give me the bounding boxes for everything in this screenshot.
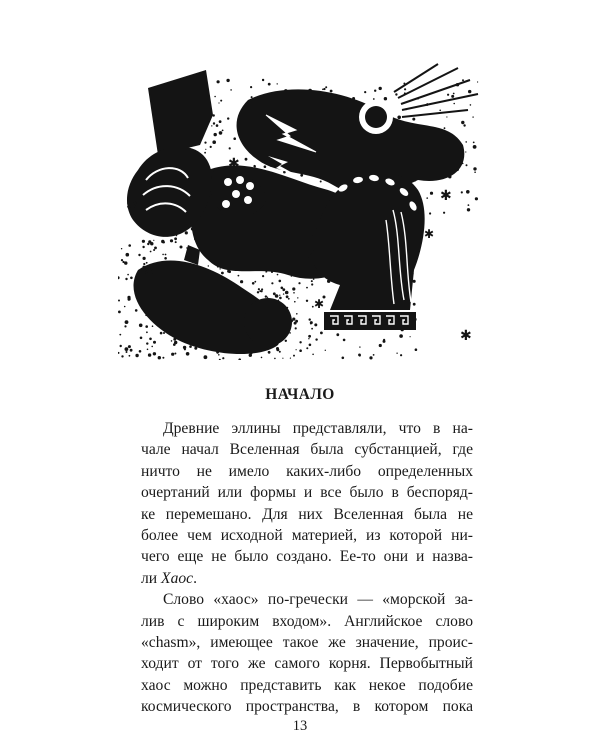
speckle-dot bbox=[262, 275, 264, 277]
speckle-dot bbox=[148, 240, 151, 243]
speckle-dot bbox=[160, 332, 163, 335]
svg-text:✱: ✱ bbox=[424, 227, 435, 241]
speckle-dot bbox=[309, 318, 311, 320]
speckle-dot bbox=[473, 145, 477, 149]
speckle-dot bbox=[312, 354, 314, 356]
speckle-dot bbox=[148, 353, 151, 356]
speckle-dot bbox=[379, 344, 382, 347]
speckle-dot bbox=[468, 90, 471, 93]
speckle-dot bbox=[294, 301, 296, 303]
body-text bbox=[141, 418, 473, 718]
speckle-dot bbox=[446, 116, 447, 117]
speckle-dot bbox=[254, 166, 256, 168]
speckle-dot bbox=[226, 79, 229, 82]
speckle-dot bbox=[125, 347, 129, 351]
speckle-dot bbox=[185, 231, 188, 234]
speckle-dot bbox=[279, 297, 282, 300]
speckle-dot bbox=[472, 116, 473, 117]
speckle-dot bbox=[204, 152, 206, 154]
speckle-dot bbox=[285, 340, 287, 342]
speckle-dot bbox=[429, 212, 431, 214]
speckle-dot bbox=[125, 320, 129, 324]
speckle-dot bbox=[258, 288, 260, 290]
speckle-dot bbox=[461, 121, 464, 124]
speckle-dot bbox=[306, 300, 308, 302]
speckle-dot bbox=[218, 354, 220, 356]
speckle-dot bbox=[439, 110, 441, 112]
speckle-dot bbox=[261, 357, 263, 359]
speckle-dot bbox=[163, 332, 165, 334]
speckle-dot bbox=[121, 259, 123, 261]
svg-text:✱: ✱ bbox=[314, 297, 325, 311]
speckle-dot bbox=[124, 261, 127, 264]
speckle-dot bbox=[212, 140, 216, 144]
speckle-dot bbox=[127, 296, 130, 299]
speckle-dot bbox=[373, 354, 375, 356]
speckle-dot bbox=[277, 274, 279, 276]
speckle-dot bbox=[139, 350, 142, 353]
speckle-dot bbox=[359, 346, 360, 347]
speckle-dot bbox=[413, 303, 416, 306]
speckle-dot bbox=[171, 353, 174, 356]
speckle-dot bbox=[153, 240, 154, 241]
speckle-dot bbox=[279, 280, 282, 283]
speckle-dot bbox=[219, 120, 222, 123]
speckle-dot bbox=[127, 274, 129, 276]
speckle-dot bbox=[282, 358, 283, 359]
speckle-dot bbox=[208, 265, 209, 266]
speckle-dot bbox=[210, 146, 212, 148]
speckle-dot bbox=[430, 192, 433, 195]
speckle-dot bbox=[229, 147, 231, 149]
speckle-dot bbox=[222, 357, 224, 359]
emphasis-chaos: Хаос bbox=[161, 569, 194, 587]
speckle-dot bbox=[283, 289, 285, 291]
speckle-dot bbox=[257, 291, 259, 293]
speckle-dot bbox=[336, 333, 339, 336]
speckle-dot bbox=[296, 349, 297, 350]
speckle-dot bbox=[267, 297, 268, 298]
paragraph-2 bbox=[141, 589, 473, 717]
speckle-dot bbox=[184, 348, 186, 350]
speckle-dot bbox=[379, 87, 382, 90]
speckle-dot bbox=[320, 332, 323, 335]
text-line: ничто не имело каких-либо определенных bbox=[141, 462, 473, 480]
speckle-dot bbox=[447, 94, 449, 96]
text-line-start: ли bbox=[141, 569, 158, 587]
speckle-dot bbox=[306, 347, 308, 349]
text-line-last bbox=[141, 568, 473, 589]
speckle-dot bbox=[397, 116, 401, 120]
speckle-dot bbox=[342, 357, 345, 360]
speckle-dot bbox=[162, 254, 164, 256]
speckle-dot bbox=[279, 295, 280, 296]
speckle-dot bbox=[249, 354, 252, 357]
page-number: 13 bbox=[292, 718, 308, 734]
speckle-dot bbox=[222, 130, 224, 132]
speckle-dot bbox=[170, 239, 173, 242]
speckle-dot bbox=[121, 248, 122, 249]
speckle-dot bbox=[325, 86, 327, 88]
speckle-dot bbox=[162, 357, 164, 359]
speckle-dot bbox=[186, 352, 190, 356]
speckle-dot bbox=[415, 348, 418, 351]
speckle-dot bbox=[274, 358, 276, 360]
speckle-dot bbox=[308, 335, 311, 338]
speckle-dot bbox=[245, 158, 248, 161]
speckle-dot bbox=[265, 271, 266, 272]
speckle-dot bbox=[474, 171, 476, 173]
speckle-dot bbox=[129, 355, 131, 357]
text-line: чего еще не было создано. Ее-то они и назва- bbox=[141, 548, 473, 566]
speckle-dot bbox=[444, 127, 446, 129]
speckle-dot bbox=[461, 191, 463, 193]
speckle-dot bbox=[163, 241, 165, 243]
speckle-dot bbox=[308, 338, 309, 339]
speckle-dot bbox=[463, 124, 465, 126]
speckle-dot bbox=[399, 334, 403, 338]
speckle-dot bbox=[220, 100, 222, 102]
speckle-dot bbox=[138, 254, 140, 256]
speckle-dot bbox=[124, 325, 126, 327]
speckle-dot bbox=[462, 79, 464, 81]
speckle-dot bbox=[453, 103, 455, 105]
speckle-dot bbox=[264, 165, 267, 168]
speckle-dot bbox=[153, 352, 156, 355]
speckle-dot bbox=[238, 275, 240, 277]
speckle-dot bbox=[325, 350, 326, 351]
speckle-dot bbox=[359, 355, 361, 357]
speckle-dot bbox=[189, 345, 192, 348]
speckle-dot bbox=[268, 351, 271, 354]
speckle-dot bbox=[292, 287, 295, 290]
speckle-dot bbox=[294, 322, 297, 325]
speckle-dot bbox=[265, 295, 267, 297]
speckle-dot bbox=[473, 142, 475, 144]
speckle-dot bbox=[120, 345, 122, 347]
speckle-dot bbox=[164, 257, 167, 260]
speckle-dot bbox=[261, 288, 263, 290]
speckle-dot bbox=[268, 83, 271, 86]
speckle-dot bbox=[426, 197, 428, 199]
speckle-dot bbox=[205, 149, 206, 150]
svg-text:✱: ✱ bbox=[460, 328, 472, 344]
speckle-dot bbox=[180, 246, 183, 249]
speckle-dot bbox=[250, 86, 252, 88]
text-line: ходит от того же самого корня. Первобытный bbox=[141, 655, 473, 673]
speckle-dot bbox=[118, 311, 121, 314]
speckle-dot bbox=[281, 287, 284, 290]
speckle-dot bbox=[149, 338, 152, 341]
speckle-dot bbox=[153, 341, 156, 344]
paragraph-1 bbox=[141, 418, 473, 589]
text-line: очертаний или формы и все было в беспоряд- bbox=[141, 484, 473, 502]
text-line: Древние эллины представляли, что в на- bbox=[163, 420, 473, 437]
speckle-dot bbox=[468, 204, 470, 206]
speckle-dot bbox=[174, 353, 176, 355]
speckle-dot bbox=[466, 164, 468, 166]
speckle-dot bbox=[311, 280, 313, 282]
speckle-dot bbox=[204, 355, 208, 359]
speckle-dot bbox=[254, 281, 256, 283]
speckle-dot bbox=[477, 81, 478, 82]
svg-text:✱: ✱ bbox=[228, 156, 240, 172]
speckle-dot bbox=[240, 280, 243, 283]
speckle-dot bbox=[126, 351, 128, 353]
speckle-dot bbox=[343, 339, 346, 342]
speckle-dot bbox=[152, 325, 154, 327]
speckle-dot bbox=[128, 299, 130, 301]
speckle-dot bbox=[214, 133, 217, 136]
speckle-dot bbox=[306, 287, 308, 289]
speckle-dot bbox=[296, 313, 298, 315]
speckle-dot bbox=[369, 356, 372, 359]
speckle-dot bbox=[293, 292, 295, 294]
speckle-dot bbox=[262, 79, 264, 81]
speckle-dot bbox=[322, 89, 324, 91]
speckle-dot bbox=[451, 95, 454, 98]
speckle-dot bbox=[135, 354, 138, 357]
speckle-dot bbox=[443, 212, 445, 214]
speckle-dot bbox=[216, 124, 219, 127]
speckle-dot bbox=[213, 122, 215, 124]
speckle-dot bbox=[130, 349, 133, 352]
speckle-dot bbox=[219, 131, 223, 135]
speckle-dot bbox=[124, 306, 126, 308]
speckle-dot bbox=[286, 295, 289, 298]
speckle-dot bbox=[174, 341, 177, 344]
speckle-dot bbox=[373, 98, 375, 100]
speckle-dot bbox=[310, 323, 312, 325]
speckle-dot bbox=[277, 83, 278, 84]
speckle-dot bbox=[330, 90, 333, 93]
speckle-dot bbox=[233, 137, 236, 140]
speckle-dot bbox=[227, 117, 229, 119]
speckle-dot bbox=[221, 272, 224, 275]
speckle-dot bbox=[175, 241, 177, 243]
speckle-dot bbox=[466, 190, 470, 194]
speckle-dot bbox=[299, 341, 301, 343]
text-line: «chasm», имеющее такое же значение, проис- bbox=[141, 634, 473, 652]
speckle-dot bbox=[142, 240, 145, 243]
speckle-dot bbox=[288, 298, 290, 300]
speckle-dot bbox=[230, 89, 232, 91]
speckle-dot bbox=[238, 358, 241, 360]
chapter-heading: НАЧАЛО bbox=[265, 386, 335, 403]
speckle-dot bbox=[135, 309, 138, 312]
speckle-dot bbox=[211, 125, 212, 126]
speckle-dot bbox=[320, 181, 322, 183]
text-line: ке перемешано. Для них Вселенная была не bbox=[141, 505, 473, 523]
speckle-dot bbox=[219, 268, 220, 269]
text-line: лив с широким входом». Английское слово bbox=[141, 612, 473, 630]
speckle-dot bbox=[119, 334, 121, 336]
speckle-dot bbox=[118, 300, 120, 302]
speckle-dot bbox=[142, 246, 144, 248]
speckle-dot bbox=[396, 353, 397, 354]
speckle-dot bbox=[125, 278, 127, 280]
speckle-dot bbox=[412, 118, 415, 121]
svg-text:✱: ✱ bbox=[144, 264, 155, 278]
speckle-dot bbox=[271, 282, 273, 284]
speckle-dot bbox=[154, 247, 157, 250]
speckle-dot bbox=[151, 346, 153, 348]
speckle-dot bbox=[252, 282, 255, 285]
speckle-dot bbox=[121, 355, 123, 357]
speckle-dot bbox=[146, 342, 148, 344]
speckle-dot bbox=[146, 331, 148, 333]
speckle-dot bbox=[118, 276, 120, 279]
speckle-dot bbox=[374, 90, 376, 92]
speckle-dot bbox=[470, 104, 472, 106]
text-line: более чем исходной материей, из которой ни- bbox=[141, 527, 473, 545]
speckle-dot bbox=[395, 93, 397, 95]
speckle-dot bbox=[128, 345, 131, 348]
speckle-dot bbox=[214, 96, 216, 98]
speckle-dot bbox=[315, 338, 317, 340]
speckle-dot bbox=[383, 340, 386, 343]
speckle-dot bbox=[465, 151, 466, 152]
speckle-dot bbox=[384, 97, 387, 100]
speckle-dot bbox=[165, 254, 167, 256]
speckle-dot bbox=[400, 354, 402, 356]
speckle-dot bbox=[298, 282, 300, 284]
speckle-dot bbox=[150, 251, 152, 253]
chaos-illustration bbox=[118, 60, 490, 360]
speckle-dot bbox=[475, 197, 478, 200]
speckle-dot bbox=[279, 351, 281, 353]
speckle-dot bbox=[404, 88, 406, 90]
speckle-dot bbox=[410, 336, 411, 337]
svg-text:✱: ✱ bbox=[440, 188, 452, 204]
speckle-dot bbox=[145, 325, 148, 328]
speckle-dot bbox=[218, 102, 219, 103]
speckle-dot bbox=[174, 237, 177, 240]
speckle-dot bbox=[219, 359, 221, 360]
speckle-dot bbox=[297, 297, 298, 298]
speckle-dot bbox=[465, 141, 467, 143]
speckle-dot bbox=[171, 340, 173, 342]
speckle-dot bbox=[126, 253, 130, 257]
text-line: Слово «хаос» по-гречески — «морской за- bbox=[163, 591, 473, 609]
speckle-dot bbox=[275, 294, 279, 298]
speckle-dot bbox=[311, 283, 313, 285]
speckle-dot bbox=[251, 96, 253, 98]
speckle-dot bbox=[204, 142, 206, 144]
speckle-dot bbox=[314, 323, 317, 326]
speckle-dot bbox=[300, 174, 303, 177]
greek-myth-woodcut-icon bbox=[118, 60, 490, 360]
speckle-dot bbox=[153, 249, 155, 251]
dark-planet-icon bbox=[244, 298, 292, 346]
speckle-dot bbox=[295, 327, 297, 329]
svg-text:✱: ✱ bbox=[126, 198, 138, 214]
speckle-dot bbox=[299, 349, 302, 352]
speckle-dot bbox=[122, 261, 124, 263]
text-line-end: . bbox=[193, 569, 197, 587]
speckle-dot bbox=[276, 348, 279, 351]
speckle-dot bbox=[217, 80, 220, 83]
speckle-dot bbox=[140, 337, 143, 340]
speckle-dot bbox=[453, 93, 455, 95]
speckle-dot bbox=[128, 244, 131, 247]
text-line: чале начал Вселенная была субстанцией, где bbox=[141, 441, 473, 459]
speckle-dot bbox=[273, 292, 276, 295]
speckle-dot bbox=[130, 277, 133, 280]
speckle-dot bbox=[293, 355, 295, 357]
speckle-dot bbox=[309, 344, 312, 347]
speckle-dot bbox=[261, 290, 263, 292]
text-line: космического пространства, в котором пока bbox=[141, 698, 473, 716]
speckle-dot bbox=[285, 291, 289, 295]
speckle-dot bbox=[473, 167, 476, 170]
speckle-dot bbox=[311, 328, 313, 330]
speckle-dot bbox=[467, 208, 470, 211]
speckle-dot bbox=[118, 352, 120, 354]
speckle-dot bbox=[290, 358, 291, 359]
speckle-dot bbox=[323, 88, 325, 90]
speckle-dot bbox=[147, 349, 149, 351]
speckle-dot bbox=[139, 324, 143, 328]
speckle-dot bbox=[158, 356, 161, 359]
text-line: хаос можно представить как некое подобие bbox=[141, 676, 473, 694]
speckle-dot bbox=[283, 293, 284, 294]
speckle-dot bbox=[364, 91, 366, 93]
speckle-dot bbox=[143, 257, 146, 260]
